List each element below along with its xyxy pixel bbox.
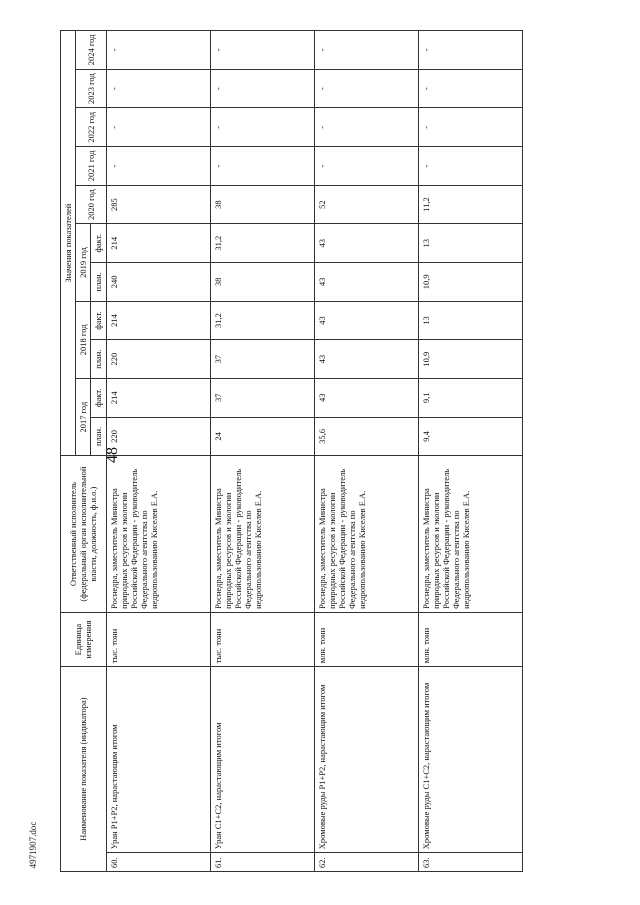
value-2020: 52 [314,185,418,224]
value-2022: - [314,108,418,147]
value-2024: - [418,31,522,70]
header-year-2018: 2018 год [76,301,91,378]
indicator-name: Хромовые руды С1+С2, нарастающим итогом [418,667,522,853]
header-year-2024: 2024 год [76,31,106,70]
value-2018-plan: 10,9 [418,340,522,379]
value-2019-fact: 31,2 [210,224,314,263]
indicators-table [60,30,523,872]
value-2022: - [418,108,522,147]
value-2020: 285 [106,185,210,224]
value-2021: - [314,147,418,186]
indicator-name: Хромовые руды Р1+Р2, нарастающим итогом [314,667,418,853]
value-2019-fact: 214 [106,224,210,263]
unit-cell: тыс. тонн [106,612,210,666]
indicator-name: Уран Р1+Р2, нарастающим итогом [106,667,210,853]
value-2023: - [418,69,522,108]
value-2018-fact: 13 [418,301,522,340]
responsible-cell: Роснедра, заместитель Министра природных ресурсов и экологии Российской Федерации - руководитель Федерального агентства по недропользованию Киселев Е.А. [210,456,314,613]
indicator-name: Уран С1+С2, нарастающим итогом [210,667,314,853]
responsible-cell: Роснедра, заместитель Министра природных ресурсов и экологии Российской Федерации - руководитель Федерального агентства по недропользованию Киселев Е.А. [314,456,418,613]
value-2021: - [210,147,314,186]
table-row [106,31,210,872]
page-number: 48 [104,447,121,463]
value-2022: - [106,108,210,147]
value-2019-fact: 43 [314,224,418,263]
header-year-2020: 2020 год [76,185,106,224]
table-row [314,31,418,872]
row-number: 63. [418,853,522,872]
responsible-cell: Роснедра, заместитель Министра природных ресурсов и экологии Российской Федерации - руководитель Федерального агентства по недропользованию Киселев Е.А. [418,456,522,613]
value-2021: - [106,147,210,186]
value-2017-fact: 43 [314,378,418,417]
header-unit: Единица измерения [61,612,107,666]
value-2018-plan: 43 [314,340,418,379]
header-responsible: Ответственный исполнитель (федеральный орган исполнительной власти, должность, ф.и.о.) [61,456,107,613]
value-2023: - [210,69,314,108]
header-values-group: Значения показателей [61,31,76,456]
value-2020: 11,2 [418,185,522,224]
row-number: 62. [314,853,418,872]
value-2017-plan: 220 [106,417,210,456]
value-2018-plan: 37 [210,340,314,379]
value-2018-fact: 214 [106,301,210,340]
value-2018-fact: 43 [314,301,418,340]
value-2017-fact: 9,1 [418,378,522,417]
table-row [418,31,522,872]
table-container [60,30,640,868]
header-plan-2018: план. [91,340,106,379]
value-2019-plan: 240 [106,263,210,302]
header-fact-2017: факт. [91,378,106,417]
value-2024: - [314,31,418,70]
header-fact-2019: факт. [91,224,106,263]
value-2021: - [418,147,522,186]
table-row [210,31,314,872]
value-2019-plan: 38 [210,263,314,302]
header-year-2017: 2017 год [76,378,91,455]
unit-cell: млн. тонн [314,612,418,666]
header-name: Наименование показателя (индикатора) [61,667,107,872]
value-2017-plan: 24 [210,417,314,456]
value-2023: - [106,69,210,108]
row-number: 60. [106,853,210,872]
header-year-2019: 2019 год [76,224,91,301]
header-year-2022: 2022 год [76,108,106,147]
value-2019-plan: 10,9 [418,263,522,302]
unit-cell: тыс. тонн [210,612,314,666]
value-2019-fact: 13 [418,224,522,263]
value-2019-plan: 43 [314,263,418,302]
header-plan-2019: план. [91,263,106,302]
value-2017-fact: 214 [106,378,210,417]
header-fact-2018: факт. [91,301,106,340]
value-2018-plan: 220 [106,340,210,379]
value-2024: - [210,31,314,70]
header-year-2021: 2021 год [76,147,106,186]
value-2018-fact: 31,2 [210,301,314,340]
value-2022: - [210,108,314,147]
value-2023: - [314,69,418,108]
header-year-2023: 2023 год [76,69,106,108]
value-2020: 38 [210,185,314,224]
value-2017-plan: 35,6 [314,417,418,456]
header-plan-2017: план. [91,417,106,456]
document-footer: 4971907.doc [28,821,38,869]
unit-cell: млн. тонн [418,612,522,666]
value-2024: - [106,31,210,70]
responsible-cell: Роснедра, заместитель Министра природных ресурсов и экологии Российской Федерации - руководитель Федерального агентства по недропользованию Киселев Е.А. [106,456,210,613]
row-number: 61. [210,853,314,872]
value-2017-plan: 9,4 [418,417,522,456]
value-2017-fact: 37 [210,378,314,417]
